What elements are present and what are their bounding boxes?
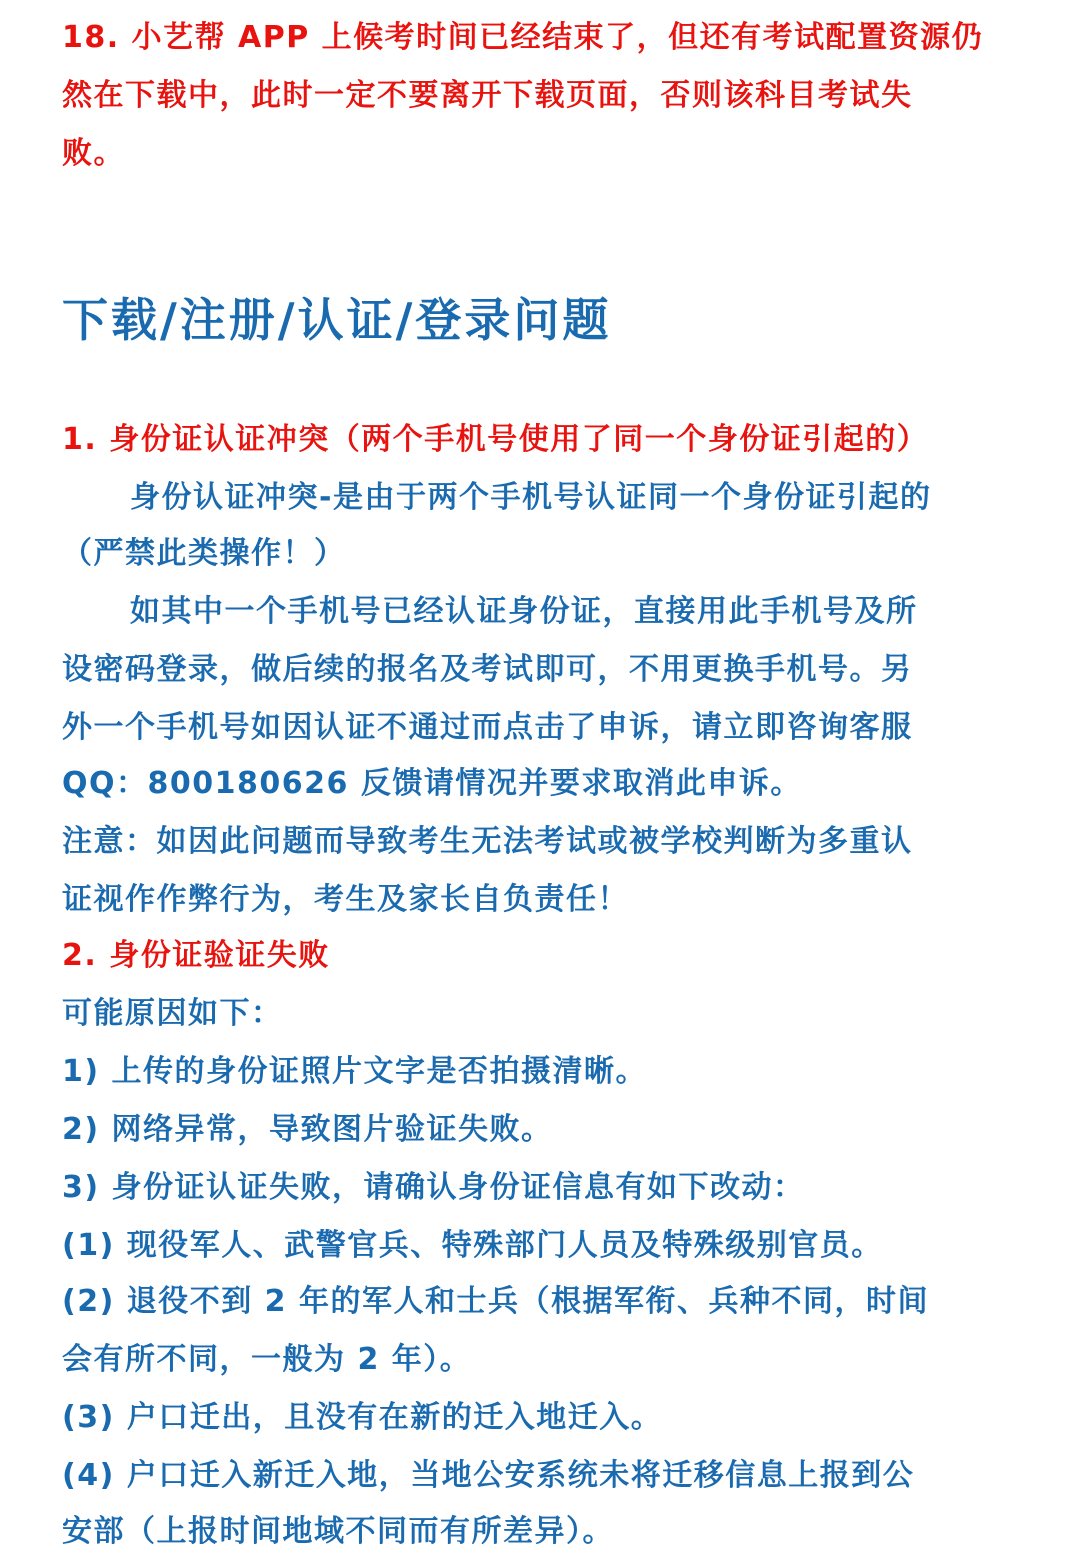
q1-line-2: （严禁此类操作！） — [62, 536, 346, 571]
q2-line-2: 1) 上传的身份证照片文字是否拍摄清晰。 — [62, 1054, 648, 1089]
q2-line-7: 会有所不同，一般为 2 年）。 — [62, 1342, 472, 1377]
q1-line-6: QQ：800180626 反馈请情况并要求取消此申诉。 — [62, 766, 802, 801]
q2-line-10: 安部（上报时间地域不同而有所差异）。 — [62, 1514, 614, 1549]
q1-line-7: 注意：如因此问题而导致考生无法考试或被学校判断为多重认 — [62, 824, 913, 859]
q1-line-5: 外一个手机号如因认证不通过而点击了申诉，请立即咨询客服 — [62, 710, 913, 745]
q1-line-8: 证视作作弊行为，考生及家长自负责任！ — [62, 882, 629, 917]
q2-line-9: (4) 户口迁入新迁入地，当地公安系统未将迁移信息上报到公 — [62, 1458, 915, 1493]
q2-line-1: 可能原因如下： — [62, 996, 283, 1031]
q1-line-3: 如其中一个手机号已经认证身份证，直接用此手机号及所 — [130, 594, 918, 629]
q2-line-6: (2) 退役不到 2 年的军人和士兵（根据军衔、兵种不同，时间 — [62, 1284, 930, 1319]
q1-heading: 1. 身份证认证冲突（两个手机号使用了同一个身份证引起的） — [62, 422, 929, 457]
item18-line-1: 18. 小艺帮 APP 上候考时间已经结束了，但还有考试配置资源仍 — [62, 20, 984, 55]
q2-line-8: (3) 户口迁出，且没有在新的迁入地迁入。 — [62, 1400, 663, 1435]
q2-heading: 2. 身份证验证失败 — [62, 938, 330, 973]
item18-line-2: 然在下载中，此时一定不要离开下载页面，否则该科目考试失 — [62, 78, 913, 113]
section-title: 下载/注册/认证/登录问题 — [62, 293, 612, 347]
q2-line-5: (1) 现役军人、武警官兵、特殊部门人员及特殊级别官员。 — [62, 1228, 883, 1263]
item18-line-3: 败。 — [62, 136, 125, 171]
q1-line-4: 设密码登录，做后续的报名及考试即可，不用更换手机号。另 — [62, 652, 913, 687]
q2-line-4: 3) 身份证认证失败，请确认身份证信息有如下改动： — [62, 1170, 805, 1205]
q2-line-3: 2) 网络异常，导致图片验证失败。 — [62, 1112, 553, 1147]
q1-line-1: 身份认证冲突-是由于两个手机号认证同一个身份证引起的 — [130, 480, 932, 515]
